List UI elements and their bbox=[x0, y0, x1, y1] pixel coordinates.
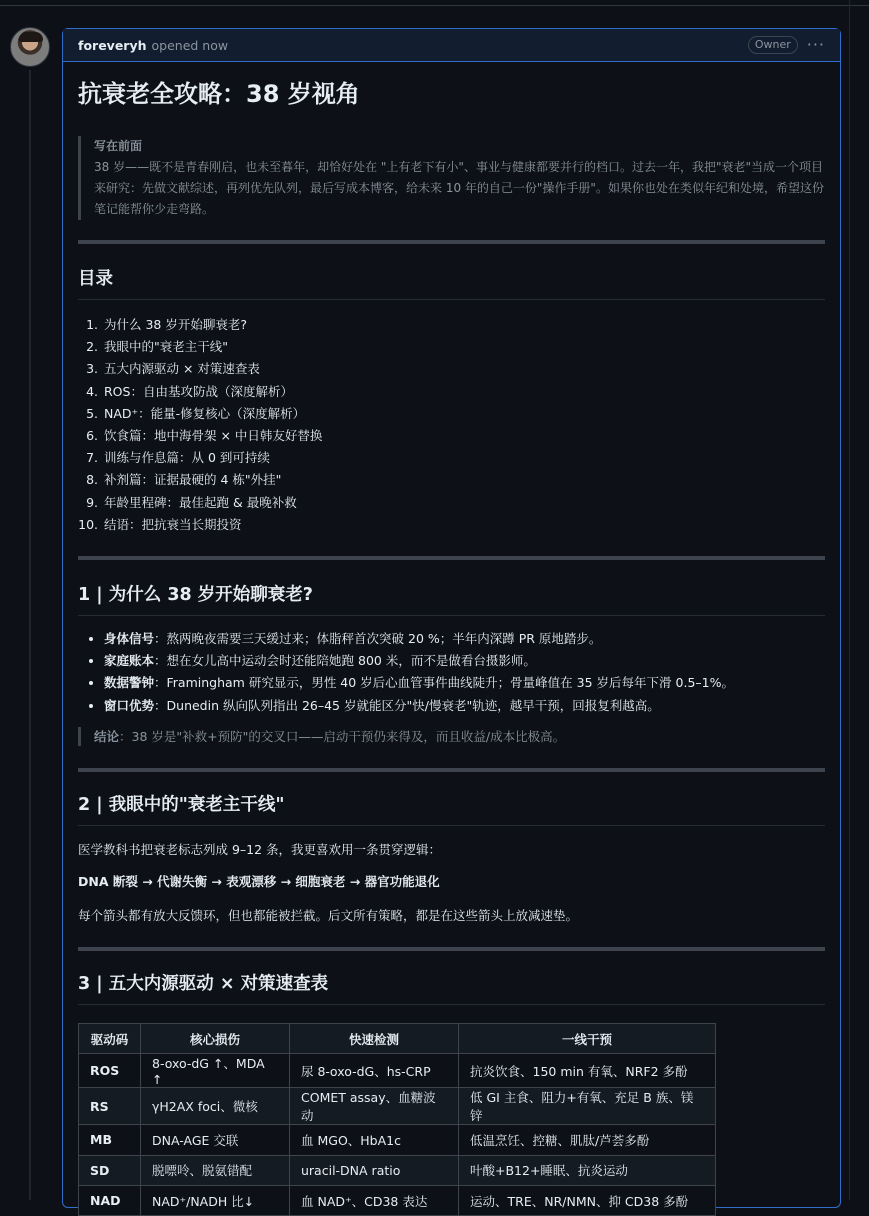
table-cell: SD bbox=[79, 1155, 141, 1185]
table-cell: 低温烹饪、控糖、肌肽/芦荟多酚 bbox=[459, 1125, 716, 1155]
toc-item: 4. ROS：自由基攻防战（深度解析） bbox=[102, 381, 825, 403]
toc-heading: 目录 bbox=[78, 266, 825, 300]
bullet-text: ：Framingham 研究显示，男性 40 岁后心血管事件曲线陡升；骨量峰值在 35 岁后每年下滑 0.5–1%。 bbox=[154, 675, 734, 691]
section3-heading: 3 | 五大内源驱动 × 对策速查表 bbox=[78, 971, 825, 1005]
table-cell: ROS bbox=[79, 1054, 141, 1088]
table-cell: 脱嘌呤、脱氨错配 bbox=[141, 1155, 290, 1185]
toc-item: 1. 为什么 38 岁开始聊衰老? bbox=[102, 314, 825, 336]
table-cell: COMET assay、血糖波动 bbox=[290, 1088, 459, 1125]
table-cell: 低 GI 主食、阻力+有氧、充足 B 族、镁锌 bbox=[459, 1088, 716, 1125]
owner-badge: Owner bbox=[748, 36, 798, 54]
toc-item: 7. 训练与作息篇：从 0 到可持续 bbox=[102, 447, 825, 469]
table-header-row bbox=[79, 1023, 716, 1053]
section-divider bbox=[78, 556, 825, 560]
section1-bullets bbox=[104, 628, 825, 717]
conclusion-text: ：38 岁是"补救+预防"的交叉口——启动干预仍来得及，而且收益/成本比极高。 bbox=[119, 728, 566, 744]
table-row bbox=[79, 1125, 716, 1155]
section2-outro: 每个箭头都有放大反馈环，但也都能被拦截。后文所有策略，都是在这些箭头上放减速垫。 bbox=[78, 907, 579, 923]
toc-item: 10. 结语：把抗衰当长期投资 bbox=[102, 514, 825, 536]
column-header: 一线干预 bbox=[459, 1023, 716, 1053]
table-row bbox=[79, 1155, 716, 1185]
table-row bbox=[79, 1054, 716, 1088]
table-cell: 尿 8-oxo-dG、hs-CRP bbox=[290, 1054, 459, 1088]
conclusion-label: 结论 bbox=[94, 728, 120, 744]
table-cell: DNA-AGE 交联 bbox=[141, 1125, 290, 1155]
preface-text: 38 岁——既不是青春刚启，也未至暮年，却恰好处在 "上有老下有小"、事业与健康都要并行的档口。过去一年，我把"衰老"当成一个项目来研究：先做文献综述，再列优先队列，最后写成本博客，给未来 10 年的自己一份"操作手册"。如果你也处在类似年纪和处境，希望这份笔记能帮你少走弯路。 bbox=[94, 160, 824, 216]
toc-item: 9. 年龄里程碑：最佳起跑 & 最晚补救 bbox=[102, 492, 825, 514]
section-divider bbox=[78, 947, 825, 951]
table-cell: 抗炎饮食、150 min 有氧、NRF2 多酚 bbox=[459, 1054, 716, 1088]
table-cell: 运动、TRE、NR/NMN、抑 CD38 多酚 bbox=[459, 1186, 716, 1216]
table-cell: NAD bbox=[79, 1186, 141, 1216]
toc-item: 6. 饮食篇：地中海骨架 × 中日韩友好替换 bbox=[102, 425, 825, 447]
top-border bbox=[0, 0, 869, 6]
toc-item: 8. 补剂篇：证据最硬的 4 栋"外挂" bbox=[102, 469, 825, 491]
section1-heading: 1 | 为什么 38 岁开始聊衰老? bbox=[78, 582, 825, 616]
preface-quote bbox=[78, 136, 825, 220]
toc-item: 2. 我眼中的"衰老主干线" bbox=[102, 336, 825, 358]
sidebar-divider bbox=[849, 0, 850, 1200]
section-divider bbox=[78, 768, 825, 772]
table-cell: 血 MGO、HbA1c bbox=[290, 1125, 459, 1155]
issue-comment-card bbox=[62, 28, 841, 1208]
preface-label: 写在前面 bbox=[94, 139, 143, 153]
column-header: 核心损伤 bbox=[141, 1023, 290, 1053]
bullet-text: ：Dunedin 纵向队列指出 26–45 岁就能区分"快/慢衰老"轨迹，越早干预，回报复利越高。 bbox=[154, 697, 660, 713]
table-cell: uracil-DNA ratio bbox=[290, 1155, 459, 1185]
list-item bbox=[104, 628, 825, 650]
table-cell: 血 NAD⁺、CD38 表达 bbox=[290, 1186, 459, 1216]
post-title: 抗衰老全攻略：38 岁视角 bbox=[78, 80, 360, 108]
table-cell: γH2AX foci、微核 bbox=[141, 1088, 290, 1125]
bullet-label: 家庭账本 bbox=[104, 653, 155, 669]
table-cell: 叶酸+B12+睡眠、抗炎运动 bbox=[459, 1155, 716, 1185]
opened-timestamp: opened now bbox=[151, 37, 229, 53]
table-row bbox=[79, 1088, 716, 1125]
comment-body bbox=[63, 62, 840, 1216]
table-row bbox=[79, 1186, 716, 1216]
column-header: 驱动码 bbox=[79, 1023, 141, 1053]
section2-intro: 医学教科书把衰老标志列成 9–12 条，我更喜欢用一条贯穿逻辑： bbox=[78, 841, 442, 857]
conclusion-quote bbox=[78, 727, 825, 746]
table-cell: NAD⁺/NADH 比↓ bbox=[141, 1186, 290, 1216]
section2-chain bbox=[78, 872, 825, 891]
timeline-line bbox=[29, 70, 31, 1200]
bullet-text: ：熬两晚夜需要三天缓过来；体脂秤首次突破 20 %；半年内深蹲 PR 原地踏步。 bbox=[154, 631, 602, 647]
list-item bbox=[104, 695, 825, 717]
bullet-label: 数据警钟 bbox=[104, 675, 155, 691]
section2-heading: 2 | 我眼中的"衰老主干线" bbox=[78, 792, 825, 826]
table-cell: RS bbox=[79, 1088, 141, 1125]
chain-text: DNA 断裂 → 代谢失衡 → 表观漂移 → 细胞衰老 → 器官功能退化 bbox=[78, 873, 440, 889]
list-item bbox=[104, 672, 825, 694]
kebab-horizontal-icon[interactable]: ··· bbox=[806, 35, 825, 54]
drivers-table bbox=[78, 1023, 716, 1216]
table-cell: 8-oxo-dG ↑、MDA ↑ bbox=[141, 1054, 290, 1088]
column-header: 快速检测 bbox=[290, 1023, 459, 1053]
avatar[interactable] bbox=[10, 27, 50, 67]
list-item bbox=[104, 650, 825, 672]
toc-item: 5. NAD⁺：能量-修复核心（深度解析） bbox=[102, 403, 825, 425]
comment-header bbox=[63, 29, 840, 62]
section-divider bbox=[78, 240, 825, 244]
toc-item: 3. 五大内源驱动 × 对策速查表 bbox=[102, 358, 825, 380]
author-link[interactable]: foreveryh bbox=[78, 37, 147, 53]
toc-list bbox=[102, 314, 825, 536]
bullet-text: ：想在女儿高中运动会时还能陪她跑 800 米，而不是做看台摄影师。 bbox=[154, 653, 536, 669]
table-cell: MB bbox=[79, 1125, 141, 1155]
bullet-label: 身体信号 bbox=[104, 631, 155, 647]
bullet-label: 窗口优势 bbox=[104, 697, 155, 713]
